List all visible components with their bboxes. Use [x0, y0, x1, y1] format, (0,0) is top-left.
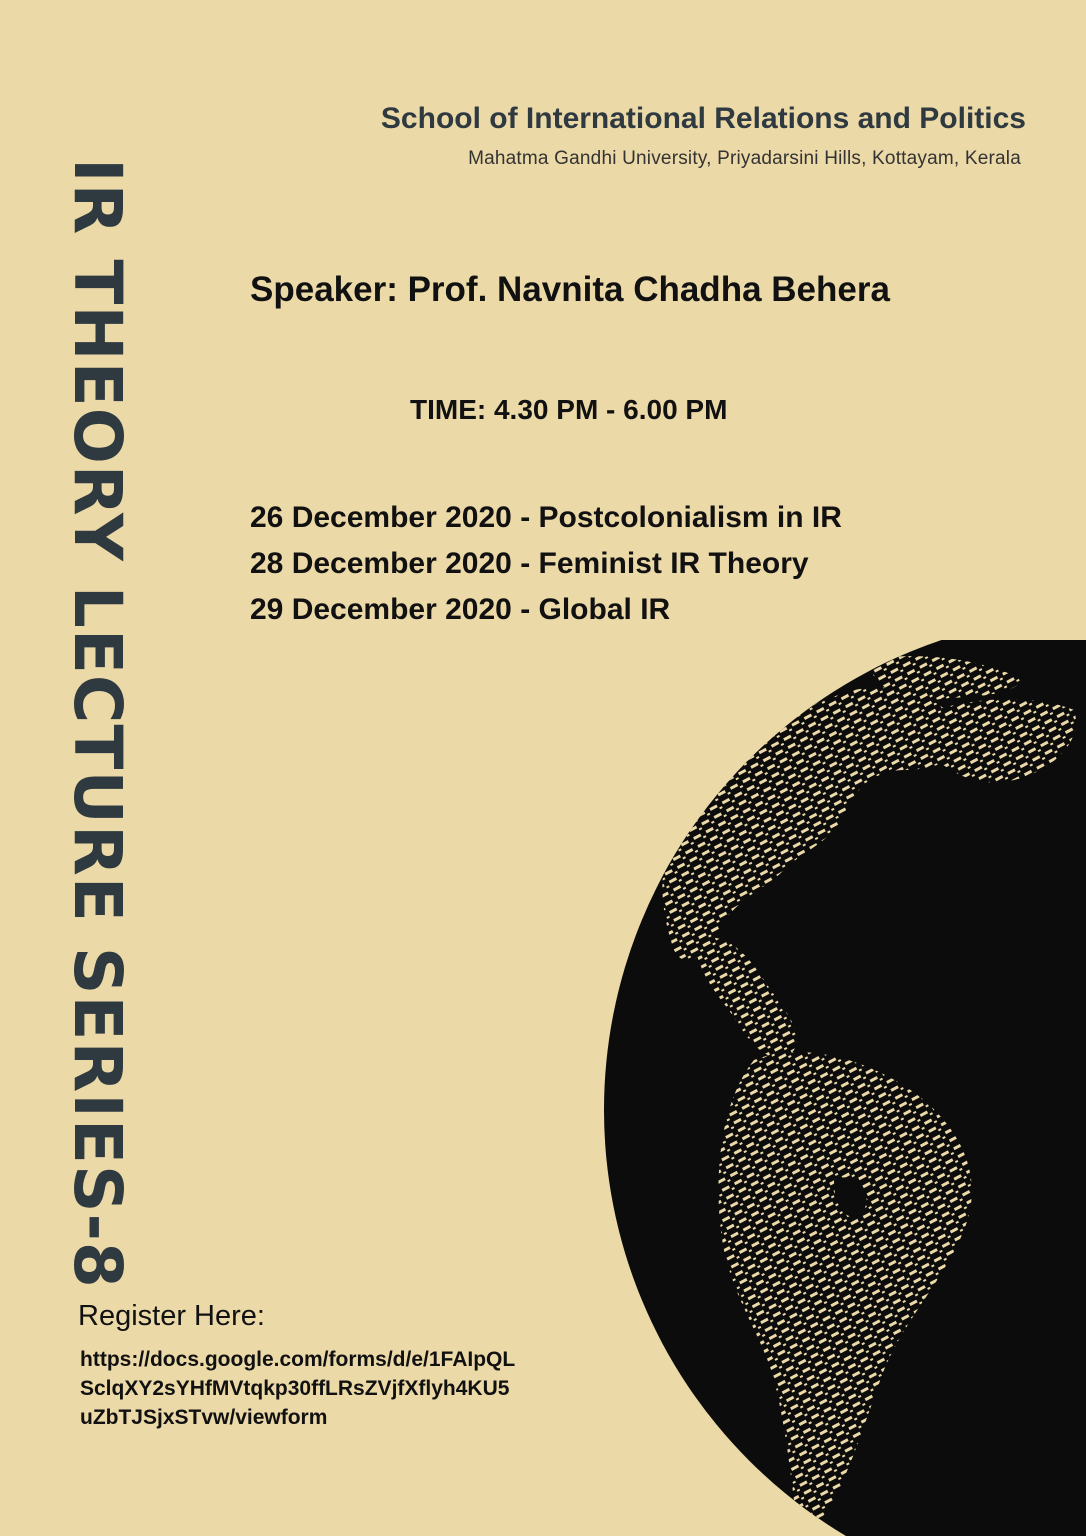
session-item: 26 December 2020 - Postcolonialism in IR	[250, 501, 842, 534]
session-item: 29 December 2020 - Global IR	[250, 593, 671, 626]
speaker-line: Speaker: Prof. Navnita Chadha Behera	[250, 270, 890, 309]
school-name: School of International Relations and Politics	[380, 102, 1026, 135]
globe-sphere	[604, 640, 1086, 1536]
session-item: 28 December 2020 - Feminist IR Theory	[250, 547, 809, 580]
register-label: Register Here:	[78, 1300, 265, 1332]
time-line: TIME: 4.30 PM - 6.00 PM	[410, 394, 728, 425]
registration-link[interactable]: https://docs.google.com/forms/d/e/1FAIpQLSclqXY2sYHfMVtqkp30ffLRsZVjfXflyh4KU5uZbTJSjxSTvw/viewform	[80, 1348, 516, 1429]
session-list	[250, 495, 842, 633]
series-title	[59, 158, 136, 1289]
university-address: Mahatma Gandhi University, Priyadarsini Hills, Kottayam, Kerala	[468, 148, 1021, 169]
globe-illustration	[604, 640, 1086, 1536]
series-title-text: IR THEORY LECTURE SERIES-8	[59, 158, 136, 1289]
